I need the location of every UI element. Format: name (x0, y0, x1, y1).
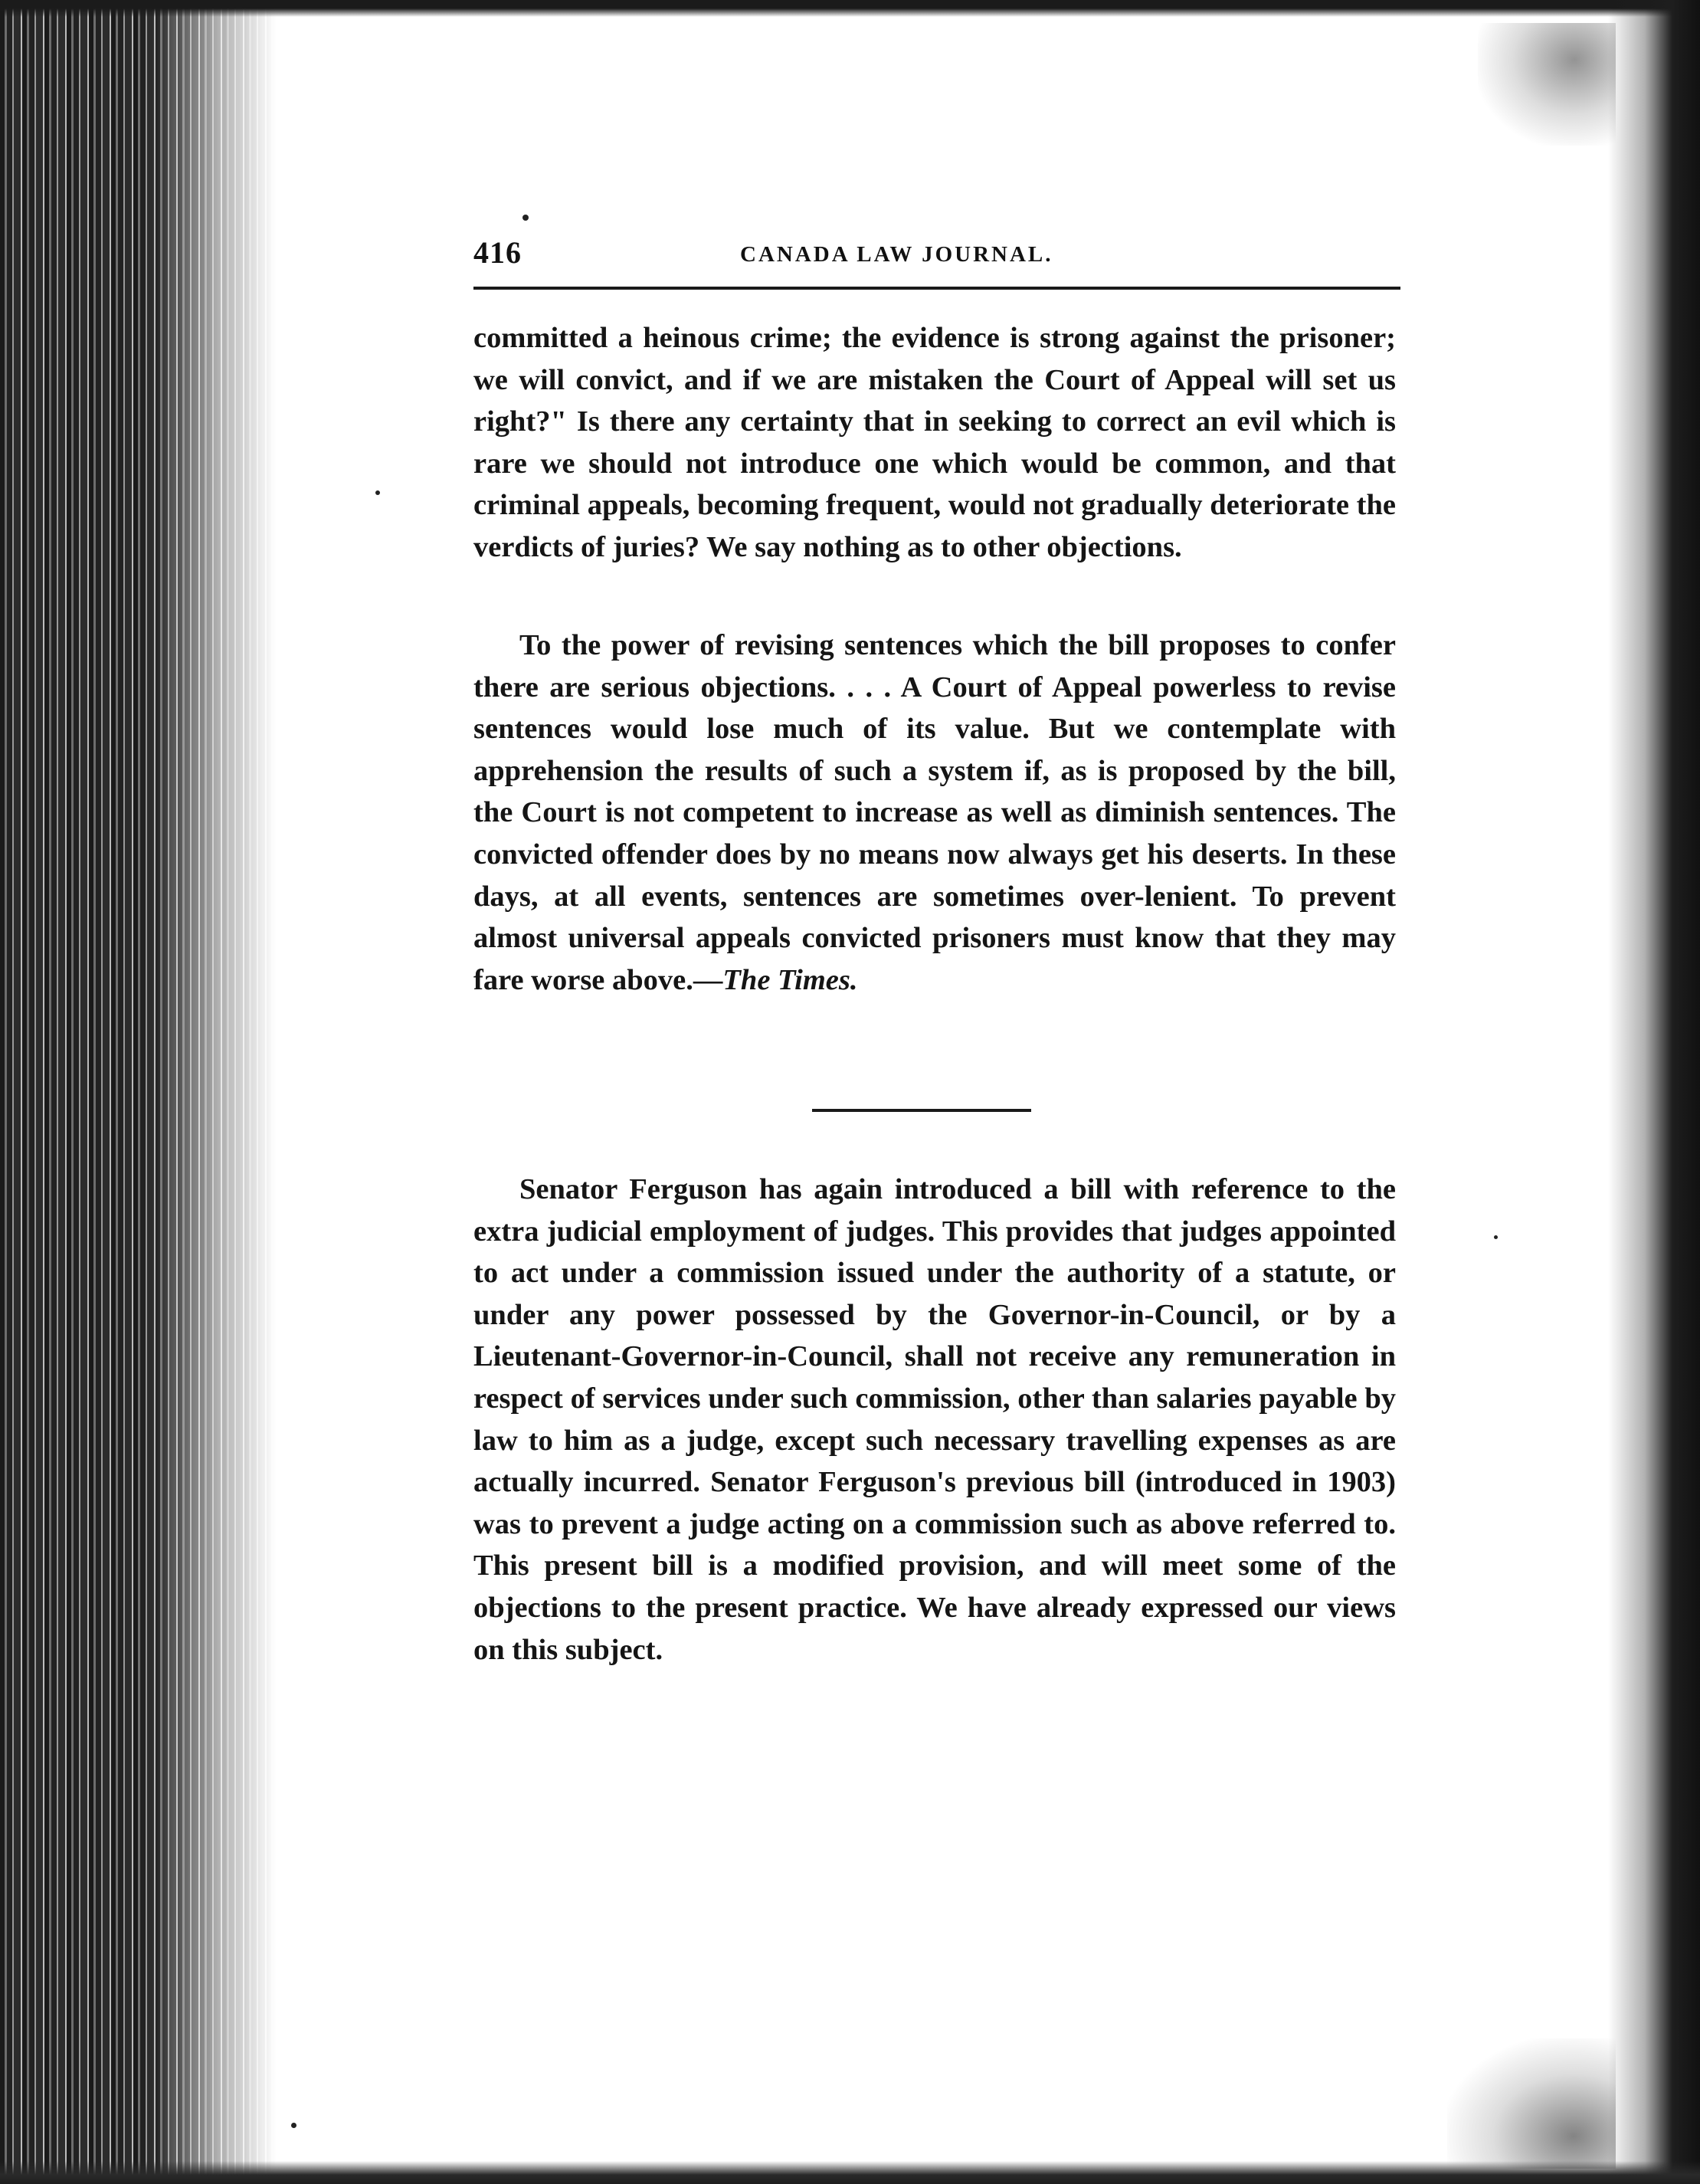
ink-speck (522, 215, 529, 221)
right-scan-border (1608, 0, 1700, 2184)
ink-speck (291, 2123, 296, 2128)
bottom-scan-border (0, 2161, 1700, 2184)
source-citation: The Times. (722, 963, 858, 996)
paragraph-text: To the power of revising sentences which the bill proposes to confer there are serious objections. . . . A Court of Appeal powerless to revise sentences would lose much of its value. But we contemplate with apprehension the results of such a system if, as is proposed by the bill, the Court is not competent to increase as well as diminish sentences. The convicted offender does by no means now always get his deserts. In these days, at all events, sentences are sometimes over-lenient. To prevent almost universal appeals convicted prisoners must know that they may fare worse above.— (473, 629, 1396, 996)
page-number: 416 (473, 235, 522, 270)
book-binding-edge (0, 0, 276, 2184)
ink-speck (1494, 1235, 1498, 1239)
paragraph-text: committed a heinous crime; the evidence is strong against the prisoner; we will convict, and if we are mistaken the Court of Appeal will set us right?" Is there any certainty that in seeking to correct an evil which is rare we should not introduce one which would be common, and that criminal appeals, becoming frequent, would not gradually deteriorate the verdicts of juries? We say nothing as to other objections. (473, 322, 1396, 563)
body-paragraph-sentences (473, 625, 1396, 1001)
journal-title: CANADA LAW JOURNAL. (740, 242, 1053, 267)
paragraph-text: Senator Ferguson has again introduced a bill with reference to the extra judicial employment of judges. This provides that judges appointed to act under a commission issued under the authority of a statute, or under any power possessed by the Governor-in-Council, or by a Lieutenant-Governor-in-Council, shall not receive any remuneration in respect of services under such commission, other than salaries payable by law to him as a judge, except such necessary travelling expenses as are actually incurred. Senator Ferguson's previous bill (introduced in 1903) was to prevent a judge acting on a commission such as above referred to. This present bill is a modified provision, and will meet some of the objections to the present practice. We have already expressed our views on this subject. (473, 1173, 1396, 1666)
ink-speck (375, 490, 380, 495)
top-scan-border (0, 0, 1700, 17)
body-paragraph-ferguson (473, 1169, 1396, 1671)
paragraph-wrapper (473, 625, 1396, 1001)
section-divider (812, 1109, 1031, 1112)
body-paragraph-continued (473, 317, 1396, 569)
running-head (473, 234, 1393, 274)
corner-smudge-top-right (1478, 23, 1616, 146)
header-rule (473, 287, 1400, 290)
corner-smudge-bottom-right (1447, 2038, 1616, 2169)
